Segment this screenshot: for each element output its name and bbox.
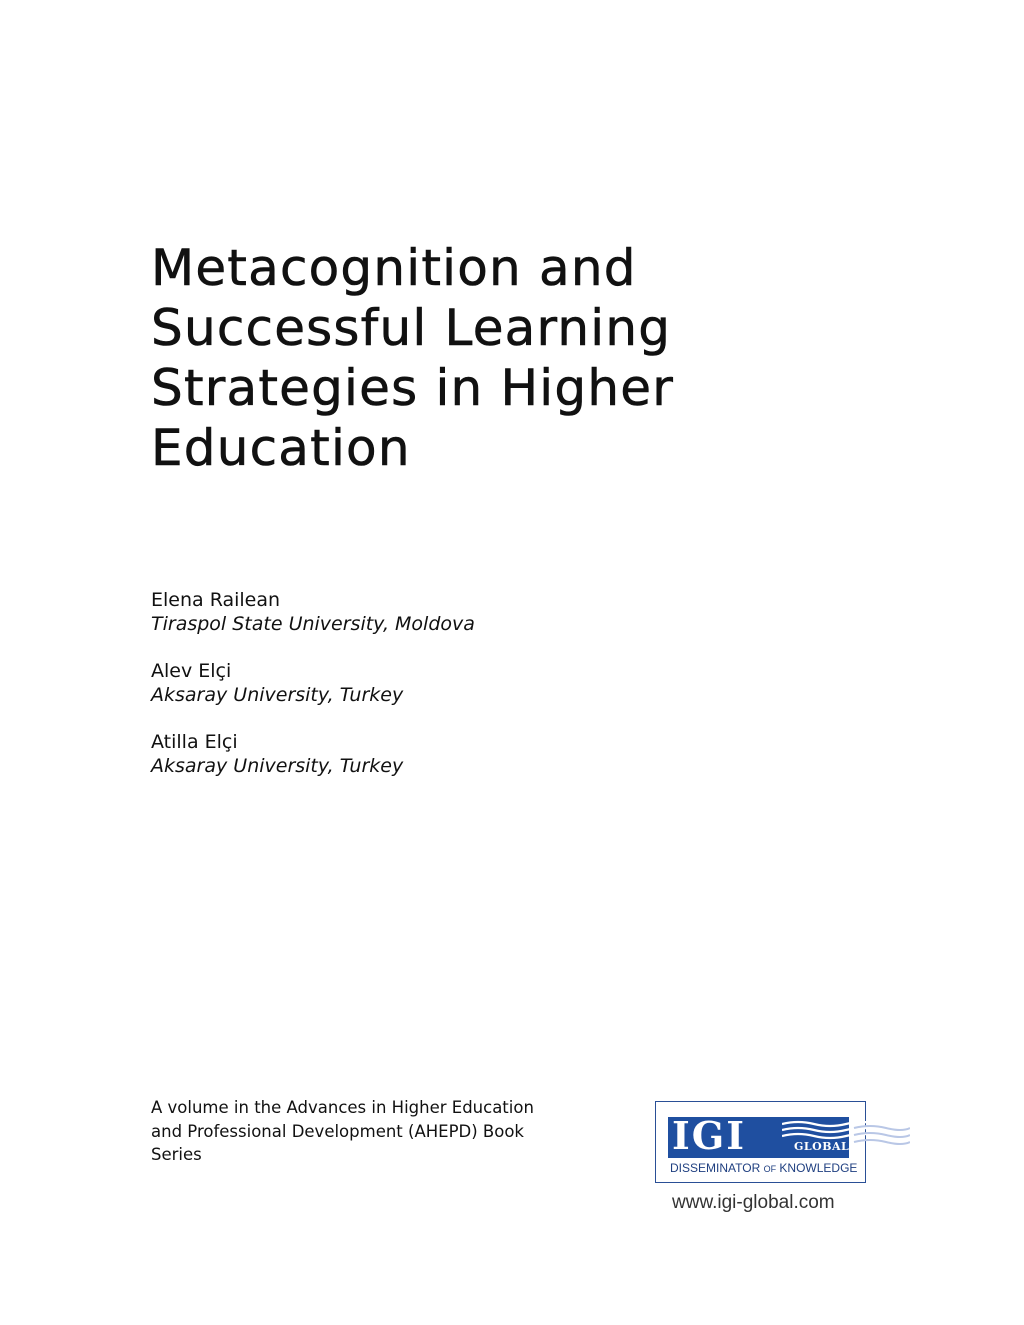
editor-affiliation: Tiraspol State University, Moldova [151, 613, 475, 635]
logo-tagline-of: OF [763, 1164, 777, 1174]
logo-tagline-part: DISSEMINATOR [670, 1161, 764, 1175]
book-title-line: Successful Learning [151, 299, 672, 357]
editor-entry [151, 659, 651, 707]
logo-tagline-part: KNOWLEDGE [776, 1161, 858, 1175]
igi-global-logo [655, 1101, 866, 1183]
series-note-line: Series [151, 1145, 202, 1164]
editor-affiliation: Aksaray University, Turkey [151, 755, 404, 777]
book-title [151, 238, 791, 478]
editor-name: Atilla Elçi [151, 731, 238, 753]
editor-name: Alev Elçi [151, 660, 232, 682]
logo-igi-text: IGI [672, 1113, 747, 1158]
book-title-line: Strategies in Higher [151, 359, 674, 417]
series-note [151, 1096, 551, 1167]
editor-entry [151, 730, 651, 778]
series-note-line: A volume in the Advances in Higher Education [151, 1098, 534, 1117]
editor-entry [151, 588, 651, 636]
book-title-line: Education [151, 419, 411, 477]
publisher-url: www.igi-global.com [672, 1192, 835, 1213]
editor-name: Elena Railean [151, 589, 281, 611]
logo-global-text: GLOBAL [794, 1140, 850, 1153]
logo-tagline [670, 1161, 857, 1176]
book-title-line: Metacognition and [151, 239, 637, 297]
series-note-line: and Professional Development (AHEPD) Book [151, 1121, 524, 1141]
editors-list [151, 588, 651, 801]
editor-affiliation: Aksaray University, Turkey [151, 684, 404, 706]
